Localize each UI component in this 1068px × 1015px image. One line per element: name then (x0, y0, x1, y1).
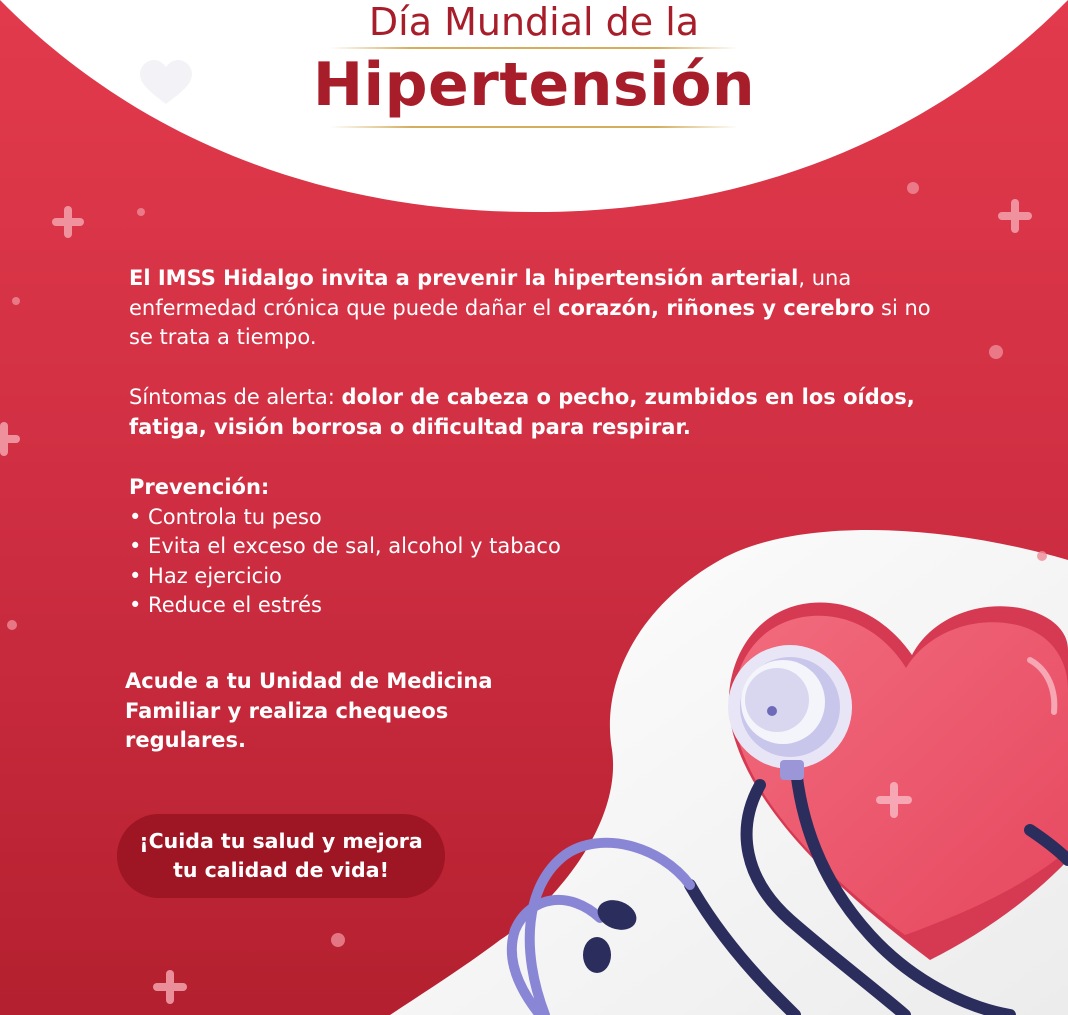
prevention-item: • Controla tu peso (129, 504, 322, 529)
page-title: Hipertensión (312, 50, 756, 120)
intro-text-1: , una enfermedad crónica que puede dañar el (129, 266, 852, 320)
visit-line-3: regulares. (125, 728, 247, 752)
symptoms-label: Síntomas de alerta: (129, 385, 342, 409)
intro-text-2: si no se trata a tiempo. (129, 295, 931, 349)
intro-bold-1: El IMSS Hidalgo invita a prevenir la hipertensión arterial (129, 266, 799, 290)
visit-line-1: Acude a tu Unidad de Medicina (125, 669, 493, 693)
visit-line-2: Familiar y realiza chequeos (125, 698, 449, 723)
stethoscope-eartip (593, 895, 640, 935)
symptoms-list: dolor de cabeza o pecho, zumbidos en los oídos, fatiga, visión borrosa o dificultad para respirar. (129, 385, 915, 439)
title-line-1: Día Mundial de la (368, 0, 700, 44)
cta-line-1: ¡Cuida tu salud y mejora (139, 829, 423, 853)
prevention-item: • Reduce el estrés (129, 593, 322, 617)
prevention-item: • Haz ejercicio (129, 563, 282, 588)
intro-bold-2: corazón, riñones y cerebro (558, 295, 875, 320)
prevention-item: • Evita el exceso de sal, alcohol y tabaco (129, 534, 561, 558)
stethoscope-eartip (583, 937, 611, 973)
stethoscope-loop (530, 843, 690, 1015)
prevention-title: Prevención: (129, 475, 270, 499)
cta-line-2: tu calidad de vida! (173, 858, 389, 882)
